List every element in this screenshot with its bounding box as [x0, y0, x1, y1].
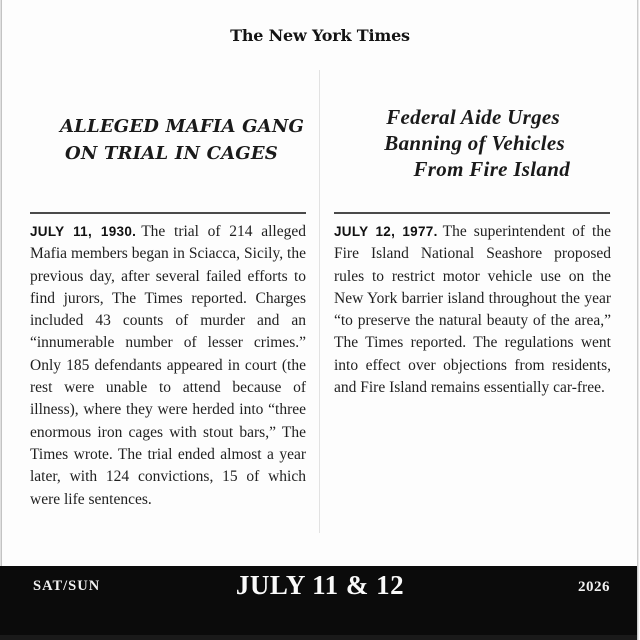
right-article-headline	[334, 104, 610, 182]
column-divider	[319, 70, 320, 533]
right-article-body	[334, 221, 611, 399]
footer-date-label: JULY 11 & 12	[235, 570, 405, 600]
right-article-date-lead: JULY 12, 1977.	[334, 224, 438, 239]
left-article-headline	[30, 113, 306, 167]
headline-line: ON TRIAL IN CAGES	[65, 143, 278, 164]
headline-line: Federal Aide Urges	[386, 105, 560, 129]
left-article-text: The trial of 214 alleged Mafia members began in Sciacca, Sicily, the previous day, after several failed efforts to find jurors, The Times reported. Charges included 43 counts of murder and an “innumerable number of lesser crimes.” Only 185 defendants appeared in court (the rest were unable to attend because of illness), where they were herded into “three enormous iron cages with stout bars,” The Times wrote. The trial ended almost a year later, with 124 convictions, 15 of which were life sentences.	[30, 223, 306, 508]
page-edge-right	[637, 0, 639, 640]
right-article-text: The superintendent of the Fire Island National Seashore proposed rules to restrict motor vehicle use on the New York barrier island throughout the year “to preserve the natural beauty of the area,” The Times reported. The regulations went into effect over objections from residents, and Fire Island remains essentially car-free.	[334, 223, 611, 397]
headline-line: Banning of Vehicles	[384, 131, 565, 155]
left-article-body	[30, 221, 306, 511]
footer-year-label: 2026	[578, 579, 610, 595]
footer-day-label: SAT/SUN	[33, 578, 101, 594]
headline-line: ALLEGED MAFIA GANG	[60, 116, 305, 137]
right-article-rule	[334, 212, 610, 214]
newspaper-logo: The New York Times	[230, 26, 410, 45]
left-article-date-lead: JULY 11, 1930.	[30, 224, 137, 239]
headline-line: From Fire Island	[413, 157, 570, 181]
page-edge-left	[0, 0, 2, 566]
left-article-rule	[30, 212, 306, 214]
